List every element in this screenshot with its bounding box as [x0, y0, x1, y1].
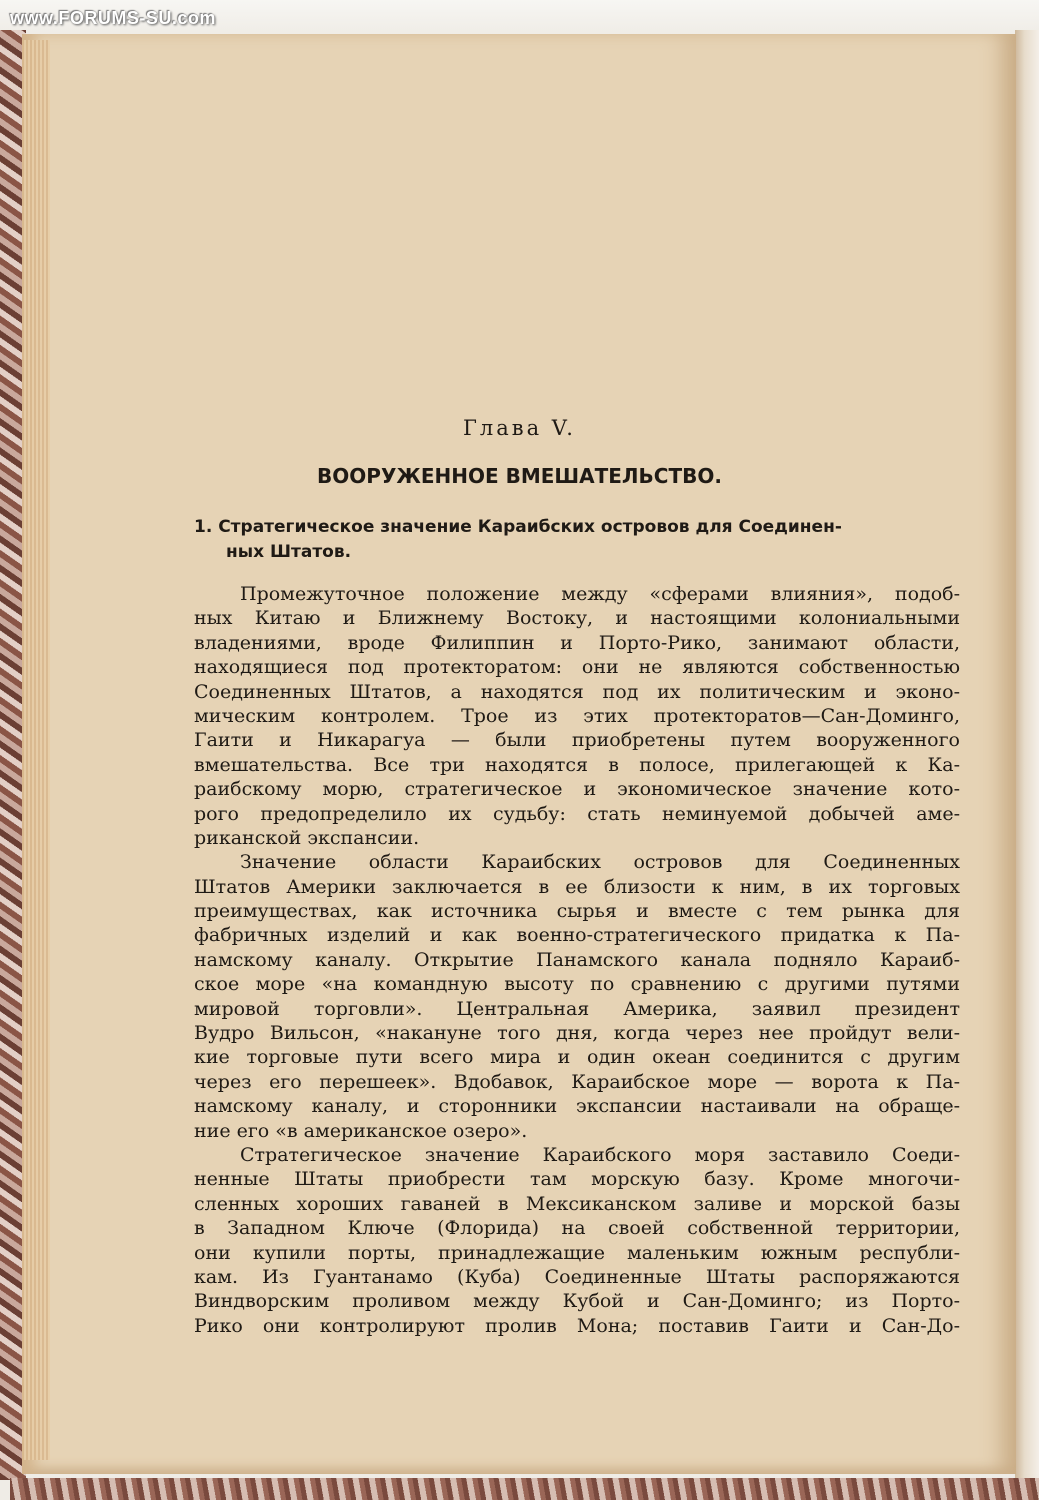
book-cover-bottom — [10, 1478, 1039, 1500]
text-line: Рико они контролируют пролив Мона; поставив Гаити и Сан-До- — [194, 1314, 960, 1337]
text-line: находящиеся под протекторатом: они не являются собственностью — [194, 656, 960, 679]
text-line: кие торговые пути всего мира и один океан соединится с другим — [194, 1046, 960, 1069]
text-line: намскому каналу. Открытие Панамского канала подняло Караиб- — [194, 948, 960, 971]
page-edges — [22, 40, 50, 1460]
watermark: www.FORUMS-SU.com — [10, 8, 216, 28]
text-line: сленных хороших гаваней в Мексиканском заливе и морской базы — [194, 1192, 960, 1215]
text-line: Гаити и Никарагуа — были приобретены путем вооруженного — [194, 729, 960, 752]
text-line: фабричных изделий и как военно-стратегического придатка к Па- — [194, 924, 960, 947]
section-heading — [194, 515, 958, 565]
text-line: Виндворским проливом между Кубой и Сан-Доминго; из Порто- — [194, 1290, 960, 1313]
text-line: риканской экспансии. — [194, 826, 420, 849]
text-line: через его перешеек». Вдобавок, Караибское море — ворота к Па- — [194, 1070, 960, 1093]
text-line: Штатов Америки заключается в ее близости к ним, в их торговых — [194, 875, 960, 898]
text-line: ненные Штаты приобрести там морскую базу. Кроме многочи- — [194, 1168, 960, 1191]
text-line: Стратегическое значение Караибского моря заставило Соеди- — [240, 1143, 960, 1166]
book-spine-right — [1015, 30, 1039, 1480]
section-heading-line: 1. Стратегическое значение Карaибских островов для Соединен- — [194, 517, 842, 537]
text-line: ское море «на командную высоту по сравнению с другими путями — [194, 973, 960, 996]
text-line: преимуществах, как источника сырья и вместе с тем рынка для — [194, 900, 960, 923]
text-line: Промежуточное положение между «сферами влияния», подоб- — [240, 583, 960, 605]
body-text — [194, 582, 960, 1338]
text-line: ных Китаю и Ближнему Востоку, и настоящими колониальными — [194, 607, 960, 630]
section-heading-line: ных Штатов. — [226, 542, 352, 562]
text-line: мировой торговли». Центральная Америка, заявил президент — [194, 997, 960, 1020]
text-line: Вудро Вильсон, «накануне того дня, когда через нее пройдут вели- — [194, 1022, 960, 1045]
text-line: вмешательства. Все три находятся в полосе, прилегающей к Ка- — [194, 753, 960, 776]
text-line: раибскому морю, стратегическое и экономическое значение кото- — [194, 778, 960, 801]
text-line: в Западном Ключе (Флорида) на своей собственной территории, — [194, 1217, 960, 1240]
chapter-label: Глава V. — [463, 416, 576, 440]
text-line: кам. Из Гуантанамо (Куба) Соединенные Штаты распоряжаются — [194, 1265, 960, 1288]
text-line: мическим контролем. Трое из этих протекторатов—Сан-Доминго, — [194, 704, 960, 727]
chapter-title: ВООРУЖЕННОЕ ВМЕШАТЕЛЬСТВО. — [317, 464, 722, 488]
text-line: рого предопределило их судьбу: стать неминуемой добычей аме- — [194, 802, 960, 825]
text-line: владениями, вроде Филиппин и Порто-Рико, занимают области, — [194, 631, 960, 654]
text-line: они купили порты, принадлежащие маленьким южным республи- — [194, 1241, 960, 1264]
text-line: Соединенных Штатов, а находятся под их политическим и эконо- — [194, 680, 960, 703]
text-line: намскому каналу, и сторонники экспансии настаивали на обраще- — [194, 1095, 960, 1118]
text-line: ние его «в американское озеро». — [194, 1119, 528, 1142]
text-line: Значение области Карaибских островов для Соединенных — [240, 851, 960, 874]
